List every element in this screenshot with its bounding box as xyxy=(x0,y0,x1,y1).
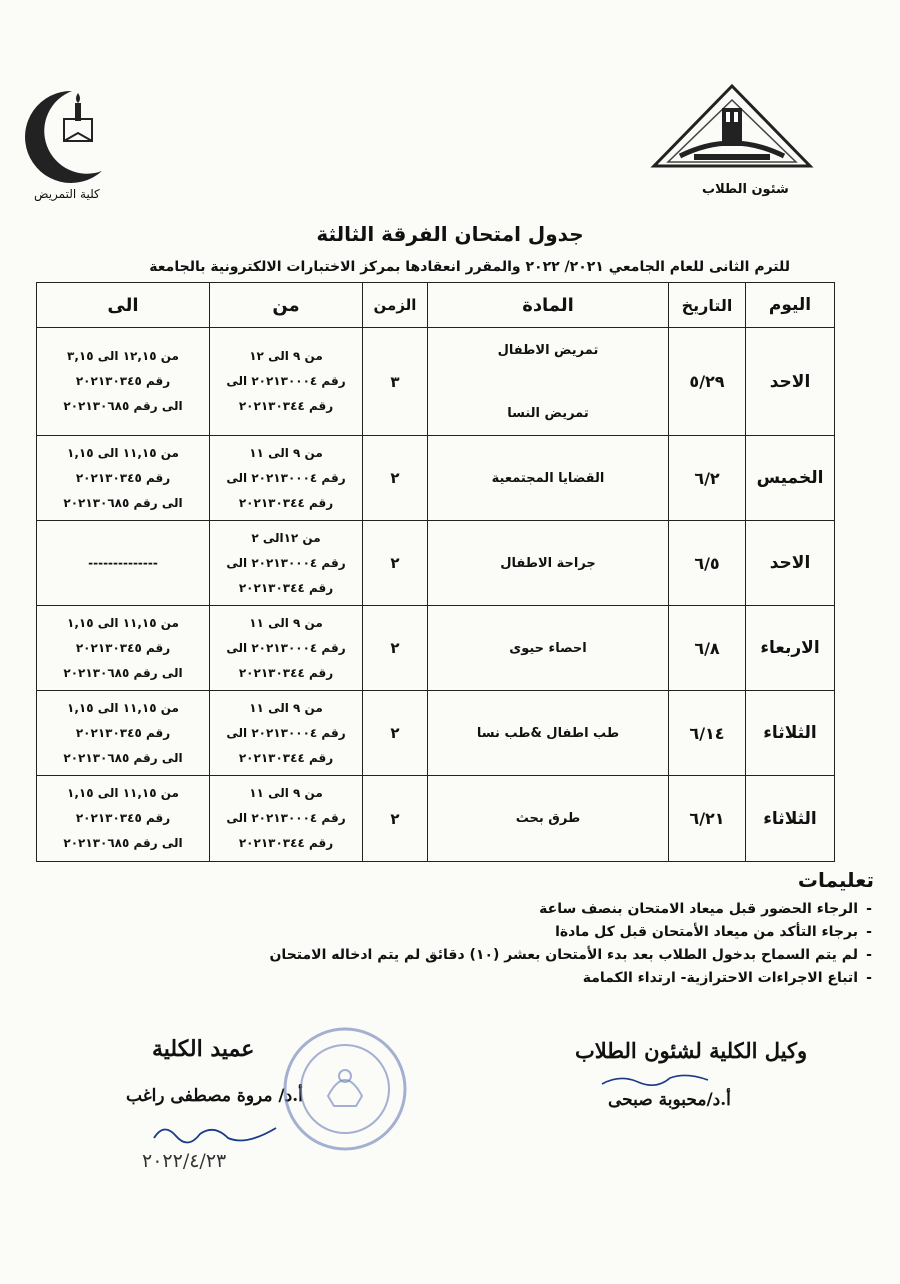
to-line: الى رقم ٢٠٢١٣٠٦٨٥ xyxy=(63,399,183,413)
cell-subject: القضايا المجتمعية xyxy=(428,436,669,521)
from-line: رقم ٢٠٢١٣٠٣٤٤ xyxy=(238,665,334,680)
cell-duration: ٢ xyxy=(363,521,428,606)
cell-subject: احصاء حيوى xyxy=(428,606,669,691)
cell-to xyxy=(37,606,210,691)
cell-from xyxy=(210,521,363,606)
cell-to xyxy=(37,521,210,606)
from-line: رقم ٢٠٢١٣٠٣٤٤ xyxy=(238,495,334,510)
table-row xyxy=(37,521,835,606)
to-line: رقم ٢٠٢١٣٠٣٤٥ xyxy=(75,470,171,485)
to-line: الى رقم ٢٠٢١٣٠٦٨٥ xyxy=(63,495,183,510)
cell-day: الثلاثاء xyxy=(746,691,835,776)
cell-duration: ٣ xyxy=(363,328,428,436)
cell-date: ٦/٢١ xyxy=(669,776,746,862)
faculty-crescent-icon xyxy=(12,85,110,185)
to-line-empty: -------------- xyxy=(88,555,158,570)
table-row xyxy=(37,606,835,691)
university-caption: شئون الطلاب xyxy=(702,182,789,197)
header-from: من xyxy=(210,283,363,328)
subject-pair xyxy=(428,343,668,421)
header-date: التاريخ xyxy=(669,283,746,328)
from-line: رقم ٢٠٢١٣٠٠٠٤ الى xyxy=(226,374,346,388)
from-line: رقم ٢٠٢١٣٠٠٠٤ الى xyxy=(226,555,346,570)
table-row xyxy=(37,776,835,862)
dean-date: ٢٠٢٢/٤/٢٣ xyxy=(142,1150,227,1172)
header-day: اليوم xyxy=(746,283,835,328)
from-line: رقم ٢٠٢١٣٠٣٤٤ xyxy=(238,399,334,413)
cell-from xyxy=(210,436,363,521)
cell-from xyxy=(210,691,363,776)
from-line: رقم ٢٠٢١٣٠٣٤٤ xyxy=(238,750,334,765)
from-line: من ٩ الى ١١ xyxy=(249,786,323,800)
cell-subject xyxy=(428,328,669,436)
subject-name-second: تمريض النسا xyxy=(507,405,589,421)
table-row xyxy=(37,436,835,521)
from-line: من ١٢الى ٢ xyxy=(251,530,321,545)
header-to: الى xyxy=(37,283,210,328)
to-line: رقم ٢٠٢١٣٠٣٤٥ xyxy=(75,640,171,655)
to-line: من ١١,١٥ الى ١,١٥ xyxy=(67,615,179,630)
stamp-seal-icon xyxy=(280,1024,410,1154)
dean-signature-icon xyxy=(150,1116,280,1150)
cell-from xyxy=(210,606,363,691)
to-line: من ١٢,١٥ الى ٣,١٥ xyxy=(67,349,179,363)
cell-duration: ٢ xyxy=(363,691,428,776)
university-emblem-icon xyxy=(650,78,815,178)
table-row xyxy=(37,328,835,436)
to-line: رقم ٢٠٢١٣٠٣٤٥ xyxy=(75,811,171,825)
instruction-item: - لم يتم السماح بدخول الطلاب بعد بدء الأمتحان بعشر (١٠) دقائق لم يتم ادخاله الامتحان xyxy=(80,944,880,967)
cell-from xyxy=(210,328,363,436)
dean-title: عميد الكلية xyxy=(152,1036,255,1062)
to-line: من ١١,١٥ الى ١,١٥ xyxy=(67,700,179,715)
from-line: رقم ٢٠٢١٣٠٣٤٤ xyxy=(238,580,334,595)
to-line: الى رقم ٢٠٢١٣٠٦٨٥ xyxy=(63,665,183,680)
table-row xyxy=(37,691,835,776)
cell-to xyxy=(37,328,210,436)
page-title: جدول امتحان الفرقة الثالثة xyxy=(316,222,584,246)
cell-from xyxy=(210,776,363,862)
cell-date: ٦/٢ xyxy=(669,436,746,521)
cell-date: ٦/٥ xyxy=(669,521,746,606)
to-line: الى رقم ٢٠٢١٣٠٦٨٥ xyxy=(63,836,183,850)
from-line: رقم ٢٠٢١٣٠٠٠٤ الى xyxy=(226,811,346,825)
dean-name: أ.د/ مروة مصطفى راغب xyxy=(126,1086,303,1106)
university-logo xyxy=(650,78,815,198)
cell-day: الخميس xyxy=(746,436,835,521)
cell-date: ٥/٢٩ xyxy=(669,328,746,436)
cell-duration: ٢ xyxy=(363,776,428,862)
from-line: من ٩ الى ١١ xyxy=(249,445,323,460)
to-line: رقم ٢٠٢١٣٠٣٤٥ xyxy=(75,374,171,388)
cell-day: الاحد xyxy=(746,328,835,436)
header-subject: المادة xyxy=(428,283,669,328)
from-line: من ٩ الى ١٢ xyxy=(249,349,323,363)
header-duration: الزمن xyxy=(363,283,428,328)
page-subtitle: للترم الثانى للعام الجامعي ٢٠٢١/ ٢٠٢٢ والمقرر انعقادها بمركز الاختبارات الالكترونية بالجامعة xyxy=(149,259,790,275)
cell-day: الاحد xyxy=(746,521,835,606)
table-header-row xyxy=(37,283,835,328)
to-line: رقم ٢٠٢١٣٠٣٤٥ xyxy=(75,725,171,740)
cell-duration: ٢ xyxy=(363,436,428,521)
from-line: رقم ٢٠٢١٣٠٠٠٤ الى xyxy=(226,640,346,655)
from-line: من ٩ الى ١١ xyxy=(249,700,323,715)
to-line: من ١١,١٥ الى ١,١٥ xyxy=(67,445,179,460)
vice-dean-signature-icon xyxy=(600,1066,710,1092)
from-line: من ٩ الى ١١ xyxy=(249,615,323,630)
faculty-logo xyxy=(12,85,110,201)
cell-duration: ٢ xyxy=(363,606,428,691)
from-line: رقم ٢٠٢١٣٠٣٤٤ xyxy=(238,836,334,850)
cell-to xyxy=(37,691,210,776)
cell-subject: جراحة الاطفال xyxy=(428,521,669,606)
cell-date: ٦/١٤ xyxy=(669,691,746,776)
to-line: من ١١,١٥ الى ١,١٥ xyxy=(67,786,179,800)
cell-to xyxy=(37,436,210,521)
from-line: رقم ٢٠٢١٣٠٠٠٤ الى xyxy=(226,725,346,740)
instruction-item: - الرجاء الحضور قبل ميعاد الامتحان بنصف ساعة xyxy=(80,898,880,921)
official-stamp xyxy=(280,1024,410,1154)
vice-dean-name: أ.د/محبوبة صبحى xyxy=(608,1090,731,1110)
instruction-item: - برجاء التأكد من ميعاد الأمتحان قبل كل مادةا xyxy=(80,921,880,944)
cell-subject: طب اطفال &طب نسا xyxy=(428,691,669,776)
cell-subject: طرق بحث xyxy=(428,776,669,862)
cell-day: الاربعاء xyxy=(746,606,835,691)
exam-schedule-table xyxy=(36,282,835,862)
from-line: رقم ٢٠٢١٣٠٠٠٤ الى xyxy=(226,470,346,485)
to-line: الى رقم ٢٠٢١٣٠٦٨٥ xyxy=(63,750,183,765)
instruction-item: - اتباع الاجراءات الاحترازية- ارتداء الكمامة xyxy=(80,967,880,990)
vice-dean-title: وكيل الكلية لشئون الطلاب xyxy=(575,1038,808,1063)
cell-to xyxy=(37,776,210,862)
instructions-list xyxy=(80,898,880,990)
subject-name: تمريض الاطفال xyxy=(497,342,599,358)
faculty-caption: كلية التمريض xyxy=(34,187,100,201)
cell-date: ٦/٨ xyxy=(669,606,746,691)
cell-day: الثلاثاء xyxy=(746,776,835,862)
instructions-heading: تعليمات xyxy=(797,868,874,892)
